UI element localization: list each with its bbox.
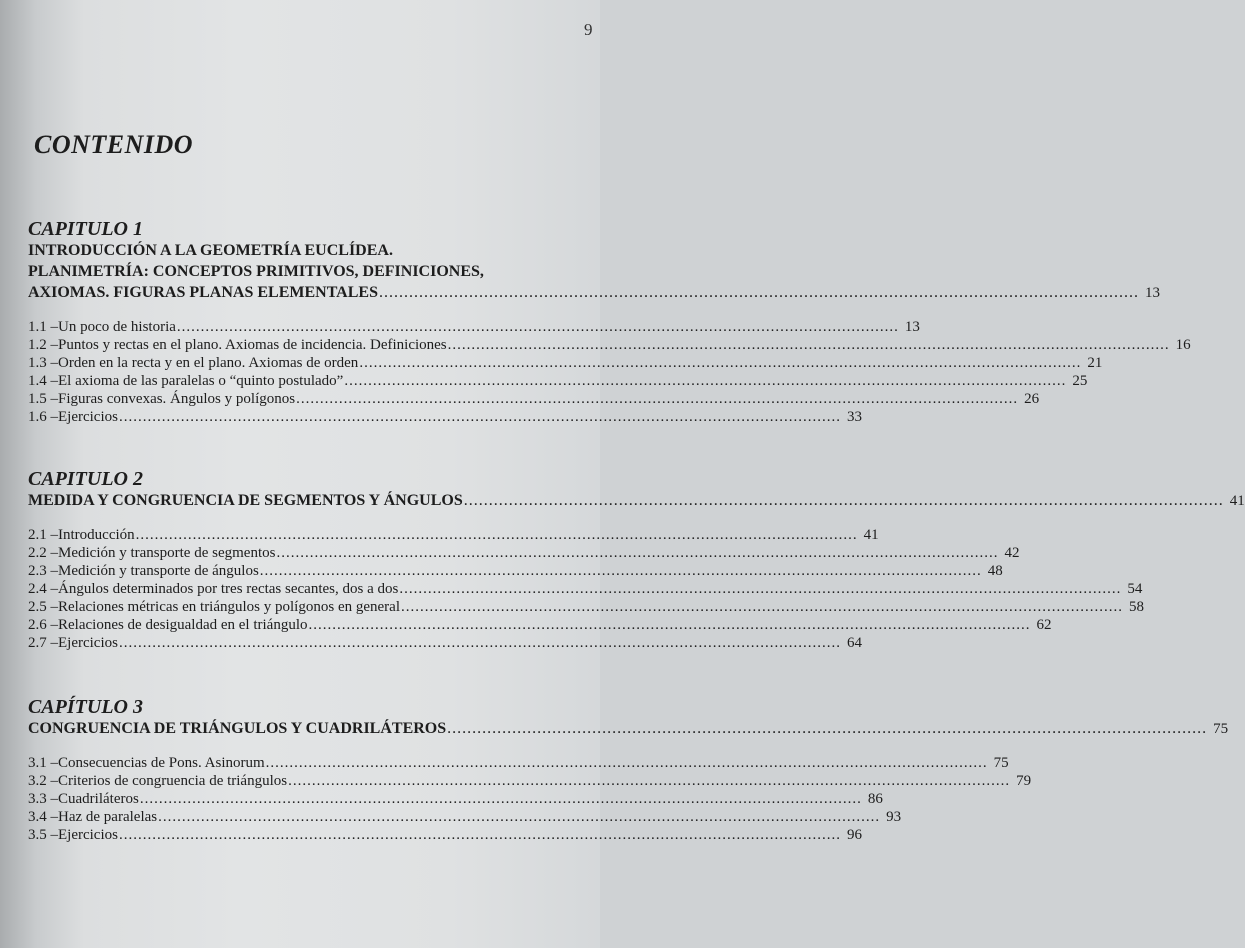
chapter-title-line: PLANIMETRÍA: CONCEPTOS PRIMITIVOS, DEFINICIONES, <box>28 263 484 280</box>
toc-entry[interactable] <box>28 372 1088 390</box>
section-page-number: 41 <box>863 527 879 543</box>
section-page-number: 86 <box>867 791 883 807</box>
section-page-number: 58 <box>1128 599 1144 615</box>
toc-entry[interactable] <box>28 598 1144 616</box>
chapter-title-row <box>28 718 1229 740</box>
section-page-number: 25 <box>1072 373 1088 389</box>
dot-leader <box>399 580 1121 598</box>
section-page-number: 62 <box>1036 617 1052 633</box>
section-page-number: 33 <box>846 409 862 425</box>
section-page-number: 54 <box>1127 581 1143 597</box>
section-page-number: 75 <box>993 755 1009 771</box>
toc-entry[interactable] <box>28 544 1020 562</box>
chapter-page-number: 75 <box>1213 721 1229 737</box>
chapter-page-number: 41 <box>1229 493 1245 509</box>
section-number: 3.1 – <box>28 755 58 771</box>
toc-entry[interactable] <box>28 354 1103 372</box>
section-title: Consecuencias de Pons. Asinorum <box>58 755 265 771</box>
section-number: 3.3 – <box>28 791 58 807</box>
toc-entry[interactable] <box>28 754 1009 772</box>
section-page-number: 21 <box>1087 355 1103 371</box>
section-page-number: 96 <box>846 827 862 843</box>
dot-leader <box>119 826 841 844</box>
section-title: Relaciones métricas en triángulos y polígonos en general <box>58 599 400 615</box>
section-page-number: 42 <box>1004 545 1020 561</box>
section-number: 1.2 – <box>28 337 58 353</box>
chapter-label: CAPITULO 1 <box>28 218 143 240</box>
section-list <box>28 526 1144 652</box>
dot-leader <box>119 634 841 652</box>
chapter-3 <box>28 696 1229 844</box>
section-title: Introducción <box>58 527 135 543</box>
toc-entry[interactable] <box>28 772 1032 790</box>
section-page-number: 26 <box>1024 391 1040 407</box>
chapter-title-line: INTRODUCCIÓN A LA GEOMETRÍA EUCLÍDEA. <box>28 242 393 259</box>
chapter-label: CAPÍTULO 3 <box>28 696 143 718</box>
toc-entry[interactable] <box>28 634 862 652</box>
section-title: Orden en la recta y en el plano. Axiomas de orden <box>58 355 359 371</box>
dot-leader <box>296 390 1018 408</box>
section-number: 2.3 – <box>28 563 58 579</box>
toc-entry[interactable] <box>28 826 862 844</box>
dot-leader <box>464 490 1224 511</box>
chapter-label: CAPITULO 2 <box>28 468 143 490</box>
toc-entry[interactable] <box>28 808 902 826</box>
section-title: Puntos y rectas en el plano. Axiomas de incidencia. Definiciones <box>58 337 447 353</box>
section-page-number: 48 <box>987 563 1003 579</box>
dot-leader <box>379 282 1139 303</box>
chapter-title-row <box>28 490 1245 512</box>
section-number: 1.6 – <box>28 409 58 425</box>
section-number: 1.4 – <box>28 373 58 389</box>
toc-entry[interactable] <box>28 580 1143 598</box>
chapter-title-line: MEDIDA Y CONGRUENCIA DE SEGMENTOS Y ÁNGULOS <box>28 492 463 509</box>
dot-leader <box>260 562 982 580</box>
toc-entry[interactable] <box>28 790 883 808</box>
toc-entry[interactable] <box>28 616 1052 634</box>
section-title: Ejercicios <box>58 635 118 651</box>
section-title: Relaciones de desigualdad en el triángulo <box>58 617 308 633</box>
section-number: 2.5 – <box>28 599 58 615</box>
page-number: 9 <box>584 20 593 39</box>
section-page-number: 93 <box>886 809 902 825</box>
chapter-title-row <box>28 282 1160 304</box>
chapter-2 <box>28 468 1245 652</box>
dot-leader <box>447 718 1207 739</box>
section-title: Cuadriláteros <box>58 791 139 807</box>
section-page-number: 64 <box>846 635 862 651</box>
toc-entry[interactable] <box>28 526 879 544</box>
toc-entry[interactable] <box>28 562 1003 580</box>
section-number: 1.3 – <box>28 355 58 371</box>
section-title: Ejercicios <box>58 409 118 425</box>
chapter-title-line: AXIOMAS. FIGURAS PLANAS ELEMENTALES <box>28 284 378 301</box>
section-title: Criterios de congruencia de triángulos <box>58 773 288 789</box>
toc-entry[interactable] <box>28 408 862 426</box>
chapter-page-number: 13 <box>1144 285 1160 301</box>
dot-leader <box>140 790 862 808</box>
toc-entry[interactable] <box>28 318 920 336</box>
section-title: Medición y transporte de segmentos <box>58 545 276 561</box>
dot-leader <box>359 354 1081 372</box>
dot-leader <box>266 754 988 772</box>
section-number: 3.5 – <box>28 827 58 843</box>
section-page-number: 16 <box>1175 337 1191 353</box>
section-title: Ejercicios <box>58 827 118 843</box>
section-title: Medición y transporte de ángulos <box>58 563 259 579</box>
dot-leader <box>276 544 998 562</box>
section-number: 3.4 – <box>28 809 58 825</box>
section-page-number: 79 <box>1016 773 1032 789</box>
dot-leader <box>136 526 858 544</box>
section-list <box>28 318 1191 426</box>
dot-leader <box>448 336 1170 354</box>
chapter-1 <box>28 218 1191 426</box>
section-title: Un poco de historia <box>58 319 176 335</box>
dot-leader <box>309 616 1031 634</box>
dot-leader <box>288 772 1010 790</box>
dot-leader <box>119 408 841 426</box>
chapter-title-line: CONGRUENCIA DE TRIÁNGULOS Y CUADRILÁTEROS <box>28 720 447 737</box>
section-title: Haz de paralelas <box>58 809 158 825</box>
section-number: 2.7 – <box>28 635 58 651</box>
section-number: 2.6 – <box>28 617 58 633</box>
section-number: 2.4 – <box>28 581 58 597</box>
section-number: 3.2 – <box>28 773 58 789</box>
dot-leader <box>177 318 899 336</box>
dot-leader <box>344 372 1066 390</box>
page-title: CONTENIDO <box>34 130 194 159</box>
section-number: 2.1 – <box>28 527 58 543</box>
section-title: El axioma de las paralelas o “quinto postulado” <box>58 373 344 389</box>
dot-leader <box>401 598 1123 616</box>
section-page-number: 13 <box>904 319 920 335</box>
dot-leader <box>158 808 880 826</box>
section-number: 1.5 – <box>28 391 58 407</box>
section-title: Ángulos determinados por tres rectas secantes, dos a dos <box>58 581 399 597</box>
toc-entry[interactable] <box>28 390 1040 408</box>
toc-entry[interactable] <box>28 336 1191 354</box>
section-number: 1.1 – <box>28 319 58 335</box>
section-number: 2.2 – <box>28 545 58 561</box>
section-list <box>28 754 1032 844</box>
section-title: Figuras convexas. Ángulos y polígonos <box>58 391 296 407</box>
